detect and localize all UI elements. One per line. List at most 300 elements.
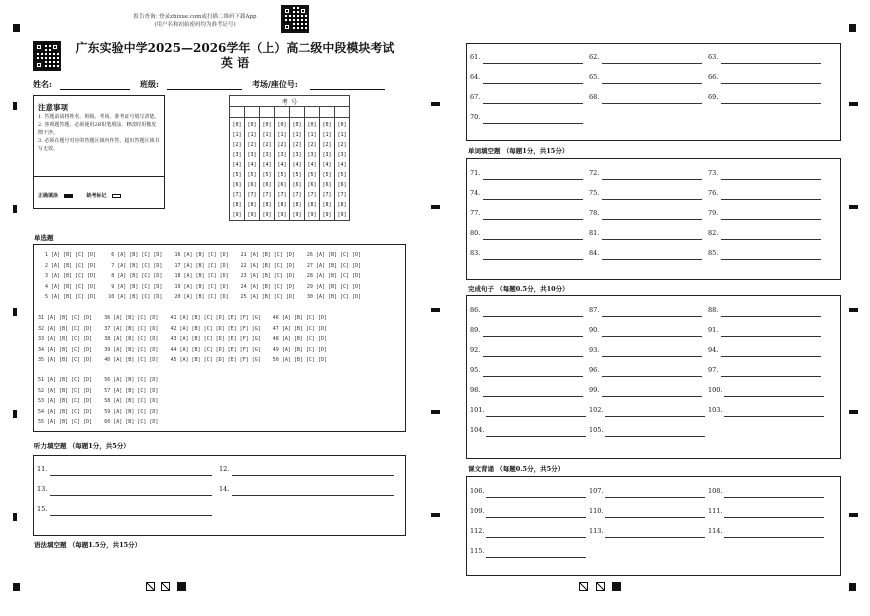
exam-number-digit-column <box>320 118 335 221</box>
answer-item <box>708 249 819 261</box>
exam-digit-bubble[interactable]: [2] <box>247 142 257 148</box>
answer-line[interactable] <box>486 537 586 538</box>
mc-answer-row[interactable]: 53 [A] [B] [C] [D] 58 [A] [B] [C] [D] <box>38 398 159 404</box>
exam-digit-bubble[interactable]: [8] <box>277 202 287 208</box>
exam-digit-bubble[interactable]: [8] <box>262 202 272 208</box>
exam-digit-bubble[interactable]: [6] <box>277 182 287 188</box>
mc-group-31-50 <box>38 313 327 366</box>
answer-line[interactable] <box>483 63 583 64</box>
notice-box <box>33 95 165 209</box>
exam-digit-bubble[interactable]: [1] <box>292 132 302 138</box>
exam-digit-bubble[interactable]: [2] <box>262 142 272 148</box>
answer-line[interactable] <box>721 259 821 260</box>
answer-line[interactable] <box>602 83 702 84</box>
exam-digit-bubble[interactable]: [1] <box>322 132 332 138</box>
answer-number: 73. <box>708 169 719 177</box>
answer-line[interactable] <box>605 436 705 437</box>
answer-line[interactable] <box>605 416 705 417</box>
mc-answer-row[interactable]: 2 [A] [B] [C] [D] 7 [A] [B] [C] [D] 17 [A] [B] [C] [D] 22 [A] [B] [C] [D] 27 [A] [B] [C] [D] <box>42 262 362 269</box>
answer-item <box>708 53 819 65</box>
exam-digit-bubble[interactable]: [7] <box>277 192 287 198</box>
answer-item <box>470 527 581 539</box>
exam-digit-bubble[interactable]: [4] <box>307 162 317 168</box>
exam-digit-bubble[interactable]: [2] <box>292 142 302 148</box>
answer-item <box>470 426 581 438</box>
answer-line[interactable] <box>483 396 583 397</box>
answer-line[interactable] <box>724 517 824 518</box>
exam-digit-bubble[interactable]: [2] <box>322 142 332 148</box>
mc-answer-row[interactable]: 1 [A] [B] [C] [D] 6 [A] [B] [C] [D] 16 [A] [B] [C] [D] 21 [A] [B] [C] [D] 26 [A] [B] [C] [D] <box>42 252 362 258</box>
answer-number: 114. <box>708 527 723 535</box>
timing-mark <box>431 513 440 517</box>
exam-digit-bubble[interactable]: [3] <box>292 152 302 158</box>
exam-digit-bubble[interactable]: [5] <box>247 172 257 178</box>
exam-digit-bubble[interactable]: [9] <box>232 212 242 218</box>
answer-line[interactable] <box>721 199 821 200</box>
answer-number: 88. <box>708 306 719 314</box>
missing-mark-box[interactable] <box>112 194 121 198</box>
answer-line[interactable] <box>602 356 702 357</box>
mc-answer-row[interactable]: 34 [A] [B] [C] [D] 39 [A] [B] [C] [D] 44 [A] [B] [C] [D] [E] [F] [G] 49 [A] [B] [C] [D] <box>38 346 327 353</box>
answer-number: 68. <box>589 93 600 101</box>
exam-digit-bubble[interactable]: [2] <box>232 142 242 148</box>
exam-number-grid <box>229 95 350 221</box>
answer-line[interactable] <box>483 376 583 377</box>
exam-digit-bubble[interactable]: [8] <box>337 202 347 208</box>
answer-number: 15. <box>37 505 48 513</box>
answer-number: 80. <box>470 229 481 237</box>
exam-digit-bubble[interactable]: [2] <box>307 142 317 148</box>
exam-number-write-cell[interactable] <box>260 107 275 118</box>
exam-digit-bubble[interactable]: [6] <box>337 182 347 188</box>
answer-line[interactable] <box>721 63 821 64</box>
answer-item <box>708 93 819 105</box>
answer-line[interactable] <box>483 239 583 240</box>
timing-mark <box>431 410 440 414</box>
exam-number-write-cell[interactable] <box>245 107 260 118</box>
answer-line[interactable] <box>483 123 583 124</box>
exam-number-write-cell[interactable] <box>335 107 350 118</box>
notice-items <box>38 113 160 153</box>
exam-number-write-cell[interactable] <box>290 107 305 118</box>
exam-digit-bubble[interactable]: [9] <box>322 212 332 218</box>
answer-item <box>470 547 581 559</box>
mc-answer-row[interactable]: 32 [A] [B] [C] [D] 37 [A] [B] [C] [D] 42 [A] [B] [C] [D] [E] [F] [G] 47 [A] [B] [C] [D] <box>38 325 327 332</box>
answer-number: 100. <box>708 386 723 394</box>
answer-number: 106. <box>470 487 485 495</box>
answer-number: 97. <box>708 366 719 374</box>
answer-line[interactable] <box>602 336 702 337</box>
corner-mark-tr <box>849 24 856 32</box>
exam-digit-bubble[interactable]: [0] <box>262 122 272 128</box>
exam-number-write-cell[interactable] <box>320 107 335 118</box>
answer-number: 109. <box>470 507 485 515</box>
answer-item <box>708 346 819 358</box>
word-fill-title: 单词填空题 （每题1分，共15分） <box>468 147 569 155</box>
answer-line[interactable] <box>232 495 394 496</box>
answer-number: 89. <box>470 326 481 334</box>
answer-line[interactable] <box>724 396 824 397</box>
single-choice-box <box>33 244 406 432</box>
exam-number-write-cell[interactable] <box>305 107 320 118</box>
answer-line[interactable] <box>721 103 821 104</box>
timing-mark <box>849 205 858 209</box>
answer-item <box>470 249 581 261</box>
answer-item <box>37 465 211 477</box>
text-recite-box <box>466 476 841 576</box>
answer-line[interactable] <box>721 336 821 337</box>
answer-line[interactable] <box>721 376 821 377</box>
answer-number: 65. <box>589 73 600 81</box>
mc-answer-row[interactable]: 54 [A] [B] [C] [D] 59 [A] [B] [C] [D] <box>38 408 159 415</box>
exam-digit-bubble[interactable]: [9] <box>337 212 347 218</box>
answer-number: 104. <box>470 426 485 434</box>
mc-group-1-30 <box>42 250 361 303</box>
answer-line[interactable] <box>486 436 586 437</box>
answer-line[interactable] <box>483 219 583 220</box>
mc-answer-row[interactable]: 31 [A] [B] [C] [D] 36 [A] [B] [C] [D] 41 [A] [B] [C] [D] [E] [F] [G] 46 [A] [B] [C] [D] <box>38 315 327 321</box>
exam-digit-bubble[interactable]: [7] <box>337 192 347 198</box>
answer-item <box>470 93 581 105</box>
top-note-line-1: 报告查询: 登录zhixue.com或扫描二维码下载App <box>133 14 257 20</box>
exam-number-digit-column <box>290 118 305 221</box>
exam-digit-bubble[interactable]: [6] <box>232 182 242 188</box>
mc-answer-row[interactable]: 51 [A] [B] [C] [D] 56 [A] [B] [C] [D] <box>38 377 159 383</box>
answer-item <box>470 406 581 418</box>
answer-line[interactable] <box>602 199 702 200</box>
answer-number: 99. <box>589 386 600 394</box>
answer-line[interactable] <box>721 219 821 220</box>
answer-item <box>589 93 700 105</box>
answer-number: 74. <box>470 189 481 197</box>
grammar-answer-box <box>466 43 841 141</box>
answer-number: 12. <box>219 465 230 473</box>
timing-mark <box>13 205 17 213</box>
answer-line[interactable] <box>605 517 705 518</box>
timing-mark <box>13 102 17 110</box>
answer-line[interactable] <box>232 475 394 476</box>
missing-mark-label: 缺考标记 <box>86 193 107 199</box>
corner-mark-bl <box>13 583 20 591</box>
answer-number: 82. <box>708 229 719 237</box>
answer-line[interactable] <box>721 83 821 84</box>
answer-line[interactable] <box>724 497 824 498</box>
answer-line[interactable] <box>483 336 583 337</box>
answer-line[interactable] <box>483 356 583 357</box>
mc-answer-row[interactable]: 3 [A] [B] [C] [D] 8 [A] [B] [C] [D] 18 [A] [B] [C] [D] 23 [A] [B] [C] [D] 28 [A] [B] [C] [D] <box>42 273 362 279</box>
answer-line[interactable] <box>483 103 583 104</box>
answer-item <box>708 189 819 201</box>
sentence-complete-box <box>466 295 841 459</box>
correct-fill-label: 正确填涂 <box>38 193 59 199</box>
exam-digit-bubble[interactable]: [5] <box>337 172 347 178</box>
answer-item <box>470 209 581 221</box>
answer-item <box>470 366 581 378</box>
exam-digit-bubble[interactable]: [4] <box>247 162 257 168</box>
answer-line[interactable] <box>602 259 702 260</box>
exam-digit-bubble[interactable]: [0] <box>247 122 257 128</box>
answer-line[interactable] <box>50 475 212 476</box>
answer-item <box>470 169 581 181</box>
exam-number-label: 考 号 <box>230 96 350 107</box>
answer-number: 72. <box>589 169 600 177</box>
answer-item <box>589 209 700 221</box>
answer-item <box>589 229 700 241</box>
exam-digit-bubble[interactable]: [2] <box>337 142 347 148</box>
exam-digit-bubble[interactable]: [0] <box>292 122 302 128</box>
exam-digit-bubble[interactable]: [6] <box>292 182 302 188</box>
timing-mark <box>13 410 17 418</box>
exam-digit-bubble[interactable]: [7] <box>307 192 317 198</box>
answer-item <box>470 386 581 398</box>
exam-digit-bubble[interactable]: [7] <box>292 192 302 198</box>
answer-number: 103. <box>708 406 723 414</box>
answer-number: 96. <box>589 366 600 374</box>
answer-number: 113. <box>589 527 604 535</box>
exam-digit-bubble[interactable]: [5] <box>262 172 272 178</box>
answer-number: 76. <box>708 189 719 197</box>
exam-title-line-1: 广东实验中学2025—2026学年（上）高二级中段模块考试 <box>75 41 395 55</box>
answer-line[interactable] <box>602 219 702 220</box>
exam-digit-bubble[interactable]: [7] <box>247 192 257 198</box>
exam-digit-bubble[interactable]: [5] <box>277 172 287 178</box>
grammar-fill-title: 语法填空题 （每题1.5分，共15分） <box>34 541 142 549</box>
exam-digit-bubble[interactable]: [3] <box>262 152 272 158</box>
exam-digit-bubble[interactable]: [1] <box>307 132 317 138</box>
answer-number: 70. <box>470 113 481 121</box>
corner-mark-br <box>849 583 856 591</box>
exam-digit-bubble[interactable]: [3] <box>337 152 347 158</box>
exam-number-digit-column <box>260 118 275 221</box>
exam-digit-bubble[interactable]: [0] <box>337 122 347 128</box>
class-label: 班级: <box>140 79 159 89</box>
exam-digit-bubble[interactable]: [5] <box>232 172 242 178</box>
answer-line[interactable] <box>486 497 586 498</box>
exam-digit-bubble[interactable]: [4] <box>322 162 332 168</box>
correct-fill-swatch <box>64 194 73 198</box>
answer-line[interactable] <box>483 316 583 317</box>
exam-digit-bubble[interactable]: [6] <box>322 182 332 188</box>
exam-digit-bubble[interactable]: [4] <box>292 162 302 168</box>
mc-answer-row[interactable]: 55 [A] [B] [C] [D] 60 [A] [B] [C] [D] <box>38 419 159 425</box>
exam-digit-bubble[interactable]: [8] <box>292 202 302 208</box>
student-qr-code <box>33 41 61 71</box>
exam-digit-bubble[interactable]: [8] <box>322 202 332 208</box>
exam-digit-bubble[interactable]: [6] <box>307 182 317 188</box>
answer-line[interactable] <box>50 515 212 516</box>
mc-answer-row[interactable]: 5 [A] [B] [C] [D] 10 [A] [B] [C] [D] 20 [A] [B] [C] [D] 25 [A] [B] [C] [D] 30 [A] [B] [C] [D] <box>42 294 362 300</box>
answer-number: 81. <box>589 229 600 237</box>
answer-line[interactable] <box>602 239 702 240</box>
exam-digit-bubble[interactable]: [1] <box>262 132 272 138</box>
exam-digit-bubble[interactable]: [7] <box>262 192 272 198</box>
exam-digit-bubble[interactable]: [4] <box>262 162 272 168</box>
mc-answer-row[interactable]: 4 [A] [B] [C] [D] 9 [A] [B] [C] [D] 19 [A] [B] [C] [D] 24 [A] [B] [C] [D] 29 [A] [B] [C] [D] <box>42 283 362 290</box>
fill-legend <box>38 192 121 200</box>
exam-digit-bubble[interactable]: [1] <box>247 132 257 138</box>
exam-digit-bubble[interactable]: [0] <box>232 122 242 128</box>
exam-digit-bubble[interactable]: [4] <box>232 162 242 168</box>
answer-number: 87. <box>589 306 600 314</box>
exam-digit-bubble[interactable]: [5] <box>292 172 302 178</box>
text-recite-title: 课文背诵 （每题0.5分，共5分） <box>468 465 565 473</box>
exam-digit-bubble[interactable]: [3] <box>232 152 242 158</box>
answer-line[interactable] <box>602 316 702 317</box>
page-mark-solid <box>612 582 621 591</box>
page-mark-box <box>579 582 588 591</box>
exam-number-digit-column <box>230 118 245 221</box>
page-mark-solid <box>177 582 186 591</box>
exam-digit-bubble[interactable]: [3] <box>322 152 332 158</box>
answer-number: 85. <box>708 249 719 257</box>
exam-digit-bubble[interactable]: [3] <box>277 152 287 158</box>
answer-line[interactable] <box>721 179 821 180</box>
mc-answer-row[interactable]: 52 [A] [B] [C] [D] 57 [A] [B] [C] [D] <box>38 387 159 394</box>
timing-mark <box>849 102 858 106</box>
answer-item <box>708 209 819 221</box>
exam-digit-bubble[interactable]: [6] <box>247 182 257 188</box>
timing-mark <box>431 205 440 209</box>
answer-number: 108. <box>708 487 723 495</box>
answer-line[interactable] <box>721 239 821 240</box>
exam-digit-bubble[interactable]: [3] <box>247 152 257 158</box>
exam-number-digit-column <box>305 118 320 221</box>
exam-digit-bubble[interactable]: [9] <box>307 212 317 218</box>
answer-line[interactable] <box>483 259 583 260</box>
timing-mark <box>431 308 440 312</box>
answer-number: 14. <box>219 485 230 493</box>
exam-digit-bubble[interactable]: [9] <box>262 212 272 218</box>
answer-line[interactable] <box>602 396 702 397</box>
mc-answer-row[interactable]: 33 [A] [B] [C] [D] 38 [A] [B] [C] [D] 43 [A] [B] [C] [D] [E] [F] [G] 48 [A] [B] [C] [D] <box>38 336 327 342</box>
exam-digit-bubble[interactable]: [1] <box>232 132 242 138</box>
answer-item <box>708 487 819 499</box>
answer-number: 105. <box>589 426 604 434</box>
answer-line[interactable] <box>605 537 705 538</box>
corner-mark-tl <box>13 24 20 32</box>
answer-item <box>589 306 700 318</box>
answer-item <box>470 306 581 318</box>
exam-digit-bubble[interactable]: [2] <box>277 142 287 148</box>
answer-item <box>589 406 700 418</box>
answer-number: 94. <box>708 346 719 354</box>
answer-line[interactable] <box>605 497 705 498</box>
answer-line[interactable] <box>602 179 702 180</box>
answer-item <box>470 113 581 125</box>
answer-number: 13. <box>37 485 48 493</box>
answer-number: 102. <box>589 406 604 414</box>
class-field[interactable] <box>167 89 242 90</box>
answer-item <box>470 487 581 499</box>
mc-answer-row[interactable]: 35 [A] [B] [C] [D] 40 [A] [B] [C] [D] 45 [A] [B] [C] [D] [E] [F] [G] 50 [A] [B] [C] [D] <box>38 357 327 363</box>
answer-line[interactable] <box>483 179 583 180</box>
answer-item <box>589 249 700 261</box>
answer-item <box>589 527 700 539</box>
exam-digit-bubble[interactable]: [0] <box>277 122 287 128</box>
exam-digit-bubble[interactable]: [7] <box>232 192 242 198</box>
exam-digit-bubble[interactable]: [1] <box>277 132 287 138</box>
answer-line[interactable] <box>483 83 583 84</box>
answer-number: 61. <box>470 53 481 61</box>
exam-number-write-cell[interactable] <box>275 107 290 118</box>
answer-line[interactable] <box>483 199 583 200</box>
exam-number-write-cell[interactable] <box>230 107 245 118</box>
answer-item <box>589 346 700 358</box>
answer-number: 77. <box>470 209 481 217</box>
answer-number: 112. <box>470 527 485 535</box>
notice-item: 2. 客观题答题，必须使用2B铅笔填涂，修改时用橡皮擦干净。 <box>38 122 157 136</box>
exam-digit-bubble[interactable]: [8] <box>247 202 257 208</box>
exam-title <box>70 41 400 71</box>
answer-item <box>589 426 700 438</box>
answer-number: 66. <box>708 73 719 81</box>
notice-item: 1. 答题前请将姓名、班级、考场、准考证号填写清楚。 <box>38 114 160 120</box>
exam-digit-bubble[interactable]: [9] <box>277 212 287 218</box>
room-seat-field[interactable] <box>310 89 385 90</box>
exam-digit-bubble[interactable]: [3] <box>307 152 317 158</box>
notice-item: 3. 必须在题号对应的答题区域内作答，超出答题区域书写无效。 <box>38 138 160 152</box>
name-field[interactable] <box>60 89 130 90</box>
answer-number: 62. <box>589 53 600 61</box>
answer-number: 75. <box>589 189 600 197</box>
exam-digit-bubble[interactable]: [5] <box>322 172 332 178</box>
answer-number: 83. <box>470 249 481 257</box>
answer-number: 64. <box>470 73 481 81</box>
timing-mark <box>13 308 17 316</box>
answer-number: 90. <box>589 326 600 334</box>
top-note <box>110 13 280 29</box>
page-mark-box <box>146 582 155 591</box>
exam-digit-bubble[interactable]: [4] <box>337 162 347 168</box>
answer-item <box>219 485 393 497</box>
answer-line[interactable] <box>602 63 702 64</box>
exam-digit-bubble[interactable]: [9] <box>292 212 302 218</box>
answer-number: 115. <box>470 547 485 555</box>
answer-line[interactable] <box>50 495 212 496</box>
answer-item <box>37 485 211 497</box>
answer-line[interactable] <box>486 557 586 558</box>
exam-digit-bubble[interactable]: [1] <box>337 132 347 138</box>
answer-line[interactable] <box>721 316 821 317</box>
exam-digit-bubble[interactable]: [4] <box>277 162 287 168</box>
timing-mark <box>849 410 858 414</box>
exam-digit-bubble[interactable]: [9] <box>247 212 257 218</box>
answer-line[interactable] <box>486 517 586 518</box>
answer-line[interactable] <box>724 416 824 417</box>
exam-digit-bubble[interactable]: [0] <box>307 122 317 128</box>
answer-item <box>708 229 819 241</box>
answer-line[interactable] <box>486 416 586 417</box>
exam-digit-bubble[interactable]: [8] <box>307 202 317 208</box>
answer-line[interactable] <box>602 376 702 377</box>
exam-digit-bubble[interactable]: [0] <box>322 122 332 128</box>
listening-fill-box <box>33 455 406 536</box>
answer-number: 92. <box>470 346 481 354</box>
answer-line[interactable] <box>721 356 821 357</box>
answer-item <box>470 53 581 65</box>
exam-digit-bubble[interactable]: [7] <box>322 192 332 198</box>
answer-line[interactable] <box>602 103 702 104</box>
answer-item <box>470 189 581 201</box>
exam-digit-bubble[interactable]: [6] <box>262 182 272 188</box>
exam-digit-bubble[interactable]: [5] <box>307 172 317 178</box>
top-note-line-2: (用户名和初始密码均为准考证号) <box>154 22 236 28</box>
answer-line[interactable] <box>724 537 824 538</box>
exam-digit-bubble[interactable]: [8] <box>232 202 242 208</box>
answer-item <box>708 73 819 85</box>
answer-item <box>589 169 700 181</box>
answer-number: 110. <box>589 507 604 515</box>
